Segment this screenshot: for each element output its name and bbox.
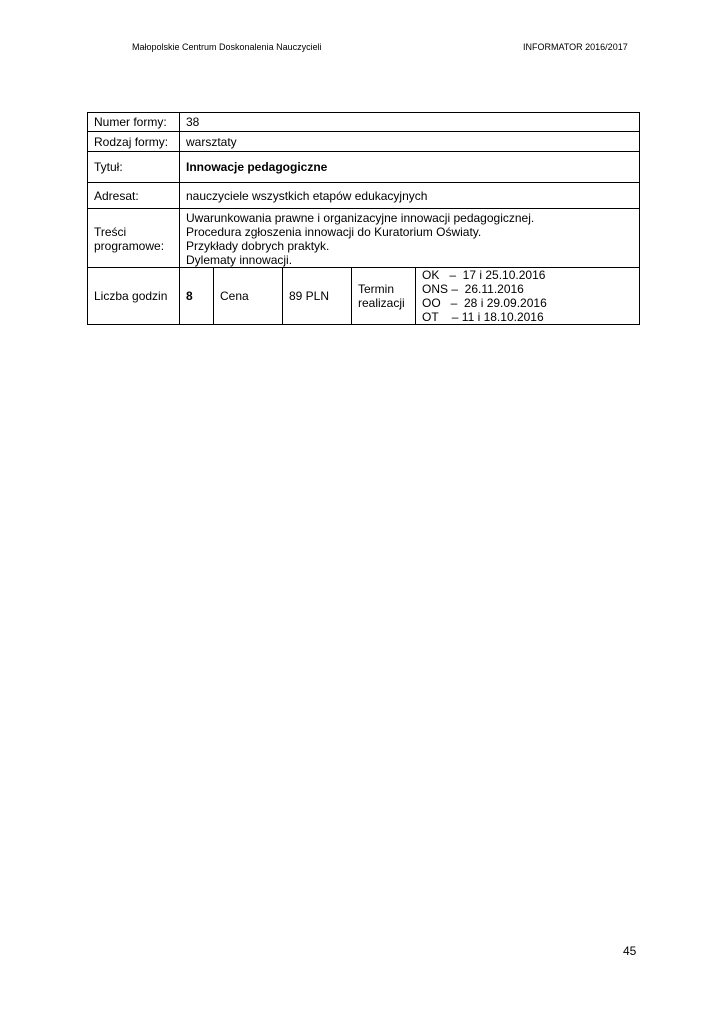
tresci-line: Dylematy innowacji. [186,252,293,267]
row-liczba-godzin [88,268,640,325]
row-rodzaj-formy [88,132,640,152]
cena-value: 89 PLN [283,268,352,325]
row-tytul [88,152,640,183]
numer-formy-label: Numer formy: [88,113,180,132]
rodzaj-formy-value: warsztaty [180,132,640,152]
header-institution: Małopolskie Centrum Doskonalenia Nauczycieli [132,42,322,52]
header-informator: INFORMATOR 2016/2017 [523,42,628,52]
tresci-label-line-2: programowe: [94,238,165,253]
tresci-line: Procedura zgłoszenia innowacji do Kuratorium Oświaty. [186,224,482,239]
tresci-label [88,209,180,268]
tresci-line: Uwarunkowania prawne i organizacyjne innowacji pedagogicznej. [186,210,535,225]
termin-label-line-2: realizacji [358,296,405,310]
termin-label-line-1: Termin [358,282,395,296]
row-adresat [88,183,640,209]
termin-line: OO – 28 i 29.09.2016 [422,296,547,310]
termin-line: OK – 17 i 25.10.2016 [422,268,546,282]
liczba-godzin-value: 8 [180,268,214,325]
termin-label [352,268,416,325]
page-number: 45 [623,944,637,958]
numer-formy-value: 38 [180,113,640,132]
rodzaj-formy-label: Rodzaj formy: [88,132,180,152]
course-form-table [87,112,640,325]
tresci-value [180,209,640,268]
liczba-godzin-label: Liczba godzin [88,268,180,325]
tresci-line: Przykłady dobrych praktyk. [186,238,330,253]
termin-line: OT – 11 i 18.10.2016 [422,310,544,324]
tytul-value: Innowacje pedagogiczne [180,152,640,183]
termin-line: ONS – 26.11.2016 [422,282,524,296]
termin-value [416,268,640,325]
row-tresci-programowe [88,209,640,268]
cena-label: Cena [214,268,283,325]
row-numer-formy [88,113,640,132]
tytul-label: Tytuł: [88,152,180,183]
adresat-value: nauczyciele wszystkich etapów edukacyjnych [180,183,640,209]
tresci-label-line-1: Treści [94,224,127,239]
adresat-label: Adresat: [88,183,180,209]
